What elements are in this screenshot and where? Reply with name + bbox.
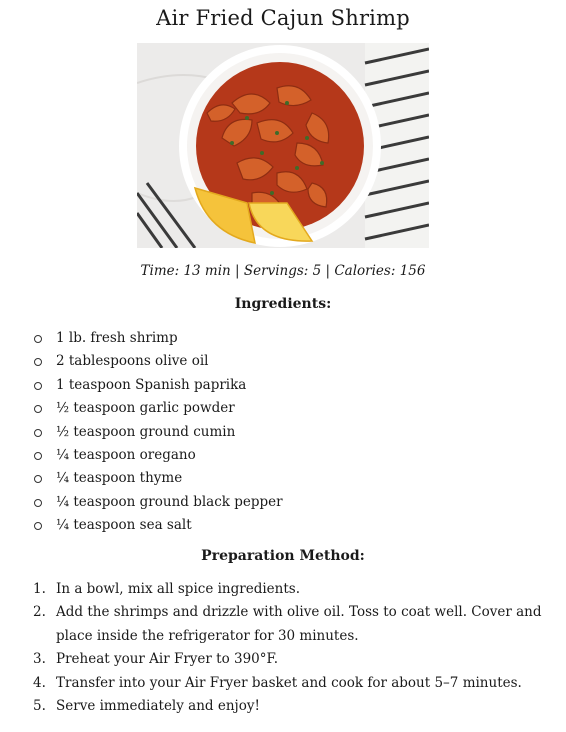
step-item xyxy=(0,695,566,718)
bullet-icon xyxy=(34,452,42,460)
step-text: Serve immediately and enjoy! xyxy=(56,698,260,715)
list-item: 1 lb. fresh shrimp xyxy=(0,328,283,351)
list-item: ½ teaspoon garlic powder xyxy=(0,398,283,421)
ingredients-heading: Ingredients: xyxy=(234,296,332,312)
step-item xyxy=(0,672,566,695)
step-item xyxy=(0,601,566,648)
list-item: ¼ teaspoon ground black pepper xyxy=(0,492,283,515)
step-number: 2. xyxy=(33,604,46,621)
list-item: ½ teaspoon ground cumin xyxy=(0,422,283,445)
method-heading: Preparation Method: xyxy=(201,548,365,564)
step-item xyxy=(0,578,566,601)
bullet-icon xyxy=(34,475,42,483)
step-number: 4. xyxy=(33,674,46,691)
step-text: Preheat your Air Fryer to 390°F. xyxy=(56,651,279,668)
bullet-icon xyxy=(34,382,42,390)
bullet-icon xyxy=(34,499,42,507)
bullet-icon xyxy=(34,429,42,437)
list-item: ¼ teaspoon sea salt xyxy=(0,515,283,538)
bullet-icon xyxy=(34,405,42,413)
list-item: 2 tablespoons olive oil xyxy=(0,351,283,374)
step-text: In a bowl, mix all spice ingredients. xyxy=(56,581,300,597)
step-number: 5. xyxy=(33,698,46,715)
step-text: Add the shrimps and drizzle with olive oil. Toss to coat well. Cover and place inside the refrigerator for 30 minutes. xyxy=(56,604,542,644)
step-text: Transfer into your Air Fryer basket and cook for about 5–7 minutes. xyxy=(56,674,522,691)
shrimp-photo xyxy=(137,43,429,248)
list-item: ¼ teaspoon thyme xyxy=(0,468,283,491)
step-number: 3. xyxy=(33,651,46,668)
bullet-icon xyxy=(34,522,42,530)
bullet-icon xyxy=(34,335,42,343)
recipe-meta: Time: 13 min | Servings: 5 | Calories: 156 xyxy=(140,263,426,279)
steps-list xyxy=(0,578,566,718)
step-item xyxy=(0,648,566,671)
ingredients-list xyxy=(0,328,283,539)
list-item: ¼ teaspoon oregano xyxy=(0,445,283,468)
step-number: 1. xyxy=(33,581,46,597)
bullet-icon xyxy=(34,358,42,366)
list-item: 1 teaspoon Spanish paprika xyxy=(0,375,283,398)
recipe-title: Air Fried Cajun Shrimp xyxy=(156,6,410,30)
